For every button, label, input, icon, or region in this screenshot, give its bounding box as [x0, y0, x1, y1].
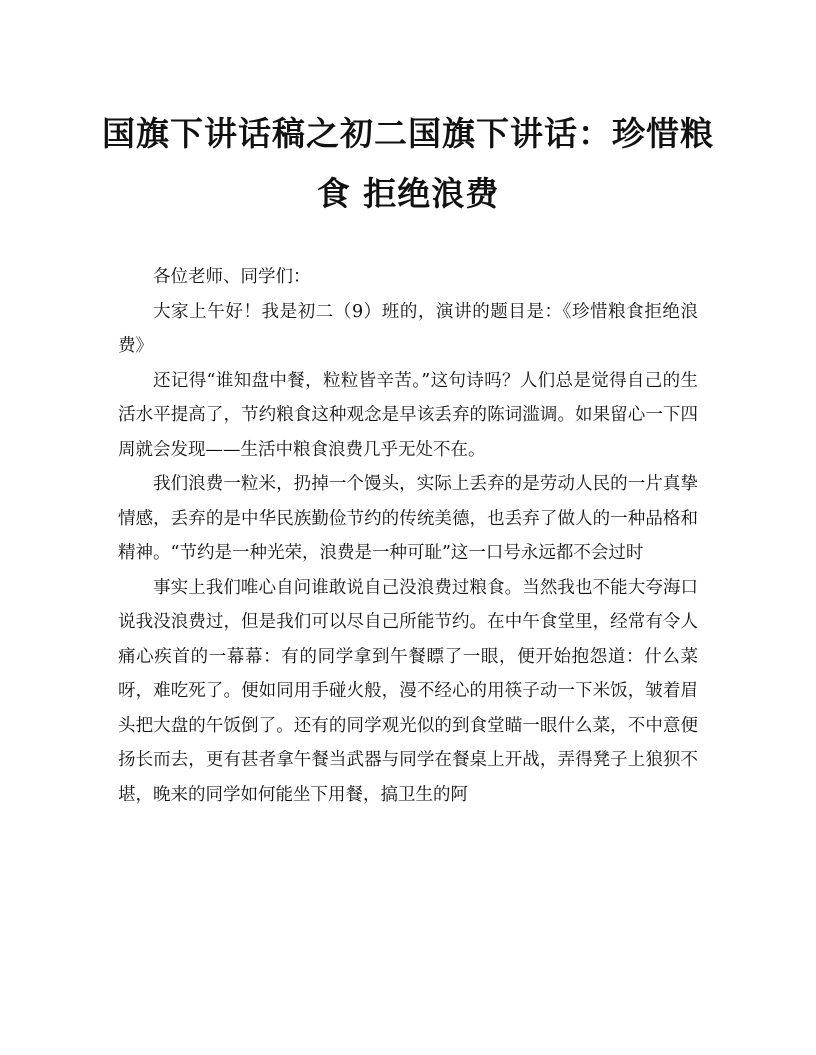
- paragraph-canteen: 事实上我们唯心自问谁敢说自己没浪费过粮食。当然我也不能大夸海口说我没浪费过，但是我们可以尽自己所能节约。在中午食堂里，经常有令人痛心疾首的一幕幕：有的同学拿到午餐瞟了一眼，便开始抱怨道：什么菜呀，难吃死了。便如同用手碰火般，漫不经心的用筷子动一下米饭，皱着眉头把大盘的午饭倒了。还有的同学观光似的到食堂瞄一眼什么菜，不中意便扬长而去，更有甚者拿午餐当武器与同学在餐桌上开战，弄得凳子上狼狈不堪，晚来的同学如何能坐下用餐，搞卫生的阿: [118, 577, 698, 805]
- paragraph-poem: 还记得“谁知盘中餐，粒粒皆辛苦。”这句诗吗？人们总是觉得自己的生活水平提高了，节约粮食这种观念是早该丢弃的陈词滥调。如果留心一下四周就会发现——生活中粮食浪费几乎无处不在。: [118, 370, 698, 460]
- document-body: [118, 260, 698, 812]
- paragraph-greeting: 大家上午好！我是初二（9）班的，演讲的题目是：《珍惜粮食拒绝浪费》: [118, 301, 698, 356]
- paragraph-salutation: 各位老师、同学们：: [153, 267, 311, 287]
- paragraph-waste: 我们浪费一粒米，扔掉一个馒头，实际上丢弃的是劳动人民的一片真挚情感，丢弃的是中华民族勤俭节约的传统美德，也丢弃了做人的一种品格和精神。“节约是一种光荣，浪费是一种可耻”这一口号永远都不会过时: [118, 474, 698, 563]
- document-title: 国旗下讲话稿之初二国旗下讲话：珍惜粮食 拒绝浪费: [102, 114, 714, 213]
